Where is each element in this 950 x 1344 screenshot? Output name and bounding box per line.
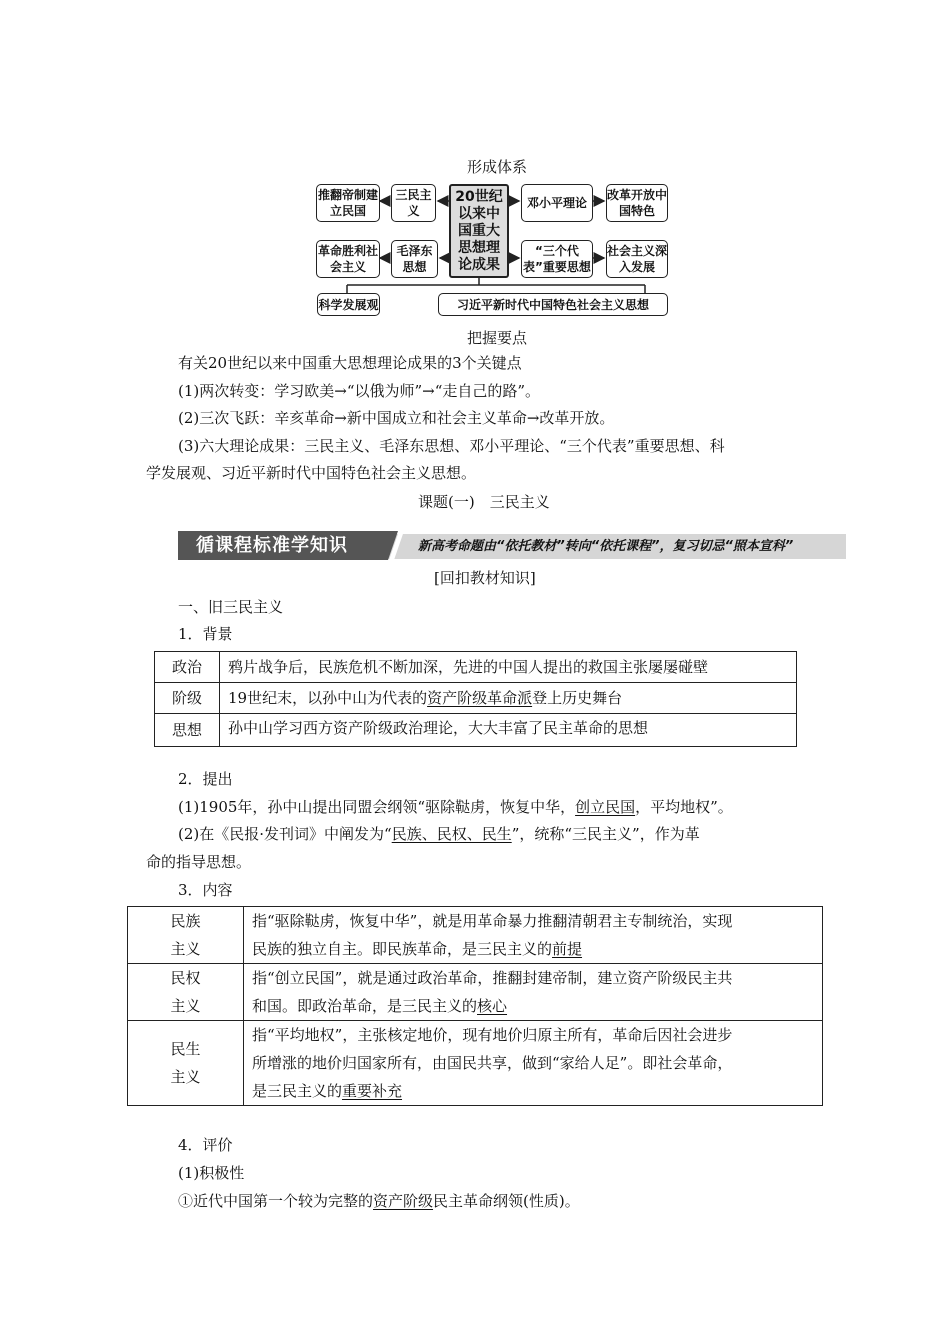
node-center: 20世纪以来中国重大思想理论成果	[449, 184, 509, 278]
heading-old-three-principles: 一、旧三民主义	[178, 598, 284, 616]
intro-text: 有关20世纪以来中国重大思想理论成果的3个关键点	[178, 354, 522, 372]
content-table	[127, 906, 823, 1106]
node-kexue: 科学发展观	[317, 293, 380, 316]
row-text: 鸦片战争后，民族危机不断加深，先进的中国人提出的救国主张屡屡碰壁	[220, 652, 797, 683]
background-table	[154, 651, 797, 747]
row-label: 民权 主义	[128, 964, 244, 1021]
node-gaige: 改革开放中国特色	[606, 184, 668, 222]
heading-content: 3．内容	[178, 881, 233, 899]
row-text: 指“创立民国”，就是通过政治革命，推翻封建帝制，建立资产阶级民主共 和国。即政治革命，是三民主义的核心	[244, 964, 823, 1021]
table-row	[128, 1021, 823, 1106]
point-2: (2)三次飞跃：辛亥革命→新中国成立和社会主义革命→改革开放。	[178, 409, 615, 427]
sub-heading: [回扣教材知识]	[434, 569, 536, 587]
row-label: 思想	[155, 714, 220, 747]
eval-item-1: ①近代中国第一个较为完整的资产阶级民主革命纲领(性质)。	[178, 1192, 580, 1210]
row-text: 19世纪末，以孙中山为代表的资产阶级革命派登上历史舞台	[220, 683, 797, 714]
node-xi: 习近平新时代中国特色社会主义思想	[438, 293, 668, 316]
table-row	[155, 683, 797, 714]
heading-propose: 2．提出	[178, 770, 233, 788]
row-label: 政治	[155, 652, 220, 683]
point-1: (1)两次转变：学习欧美→“以俄为师”→“走自己的路”。	[178, 382, 541, 400]
heading-evaluation: 4．评价	[178, 1136, 233, 1154]
node-deng: 邓小平理论	[521, 184, 593, 222]
row-label: 民族 主义	[128, 907, 244, 964]
section-heading: 把握要点	[467, 329, 528, 347]
row-label: 民生 主义	[128, 1021, 244, 1106]
node-shehui: 社会主义深入发展	[606, 240, 668, 278]
heading-background: 1．背景	[178, 625, 233, 643]
node-sanmin: 三民主义	[391, 184, 436, 222]
point-3-cont: 学发展观、习近平新时代中国特色社会主义思想。	[146, 464, 477, 482]
banner-title: 循课程标准学知识	[178, 531, 388, 560]
table-row	[128, 907, 823, 964]
row-text: 指“平均地权”，主张核定地价，现有地价归原主所有，革命后因社会进步 所增涨的地价归国家所有，由国民共享，做到“家给人足”。即社会革命， 是三民主义的重要补充	[244, 1021, 823, 1106]
node-sange: “三个代表”重要思想	[521, 240, 593, 278]
underlined-term: 资产阶级革命派	[427, 689, 533, 707]
banner-divider	[386, 531, 410, 560]
diagram-title: 形成体系	[467, 158, 528, 176]
eval-positive: (1)积极性	[178, 1164, 245, 1182]
row-text: 孙中山学习西方资产阶级政治理论，大大丰富了民主革命的思想	[220, 714, 797, 747]
topic-title: 课题(一) 三民主义	[418, 493, 550, 511]
table-row	[128, 964, 823, 1021]
node-tuifan: 推翻帝制建立民国	[316, 184, 380, 222]
row-text: 指“驱除鞑虏，恢复中华”，就是用革命暴力推翻清朝君主专制统治，实现 民族的独立自主。即民族革命，是三民主义的前提	[244, 907, 823, 964]
node-geming: 革命胜利社会主义	[316, 240, 380, 278]
table-row	[155, 714, 797, 747]
table-row	[155, 652, 797, 683]
propose-2: (2)在《民报·发刊词》中阐发为“民族、民权、民生”，统称“三民主义”，作为革	[178, 825, 700, 843]
propose-2-cont: 命的指导思想。	[146, 853, 252, 871]
banner-note: 新高考命题由“依托教材”转向“依托课程”，复习切忌“照本宣科”	[388, 534, 846, 559]
diagram-connectors	[0, 0, 950, 340]
point-3: (3)六大理论成果：三民主义、毛泽东思想、邓小平理论、“三个代表”重要思想、科	[178, 437, 725, 455]
row-label: 阶级	[155, 683, 220, 714]
propose-1: (1)1905年，孙中山提出同盟会纲领“驱除鞑虏，恢复中华，创立民国，平均地权”。	[178, 798, 733, 816]
node-mao: 毛泽东思想	[391, 240, 438, 278]
